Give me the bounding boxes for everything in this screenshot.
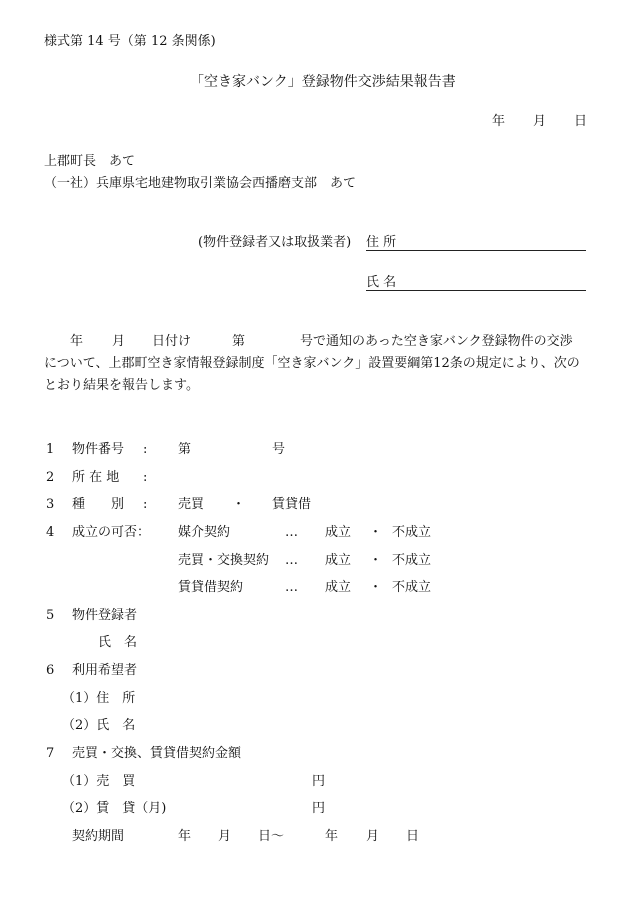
outcome-failure[interactable]: 不成立 (392, 580, 432, 595)
lease-amount-label: （2）賃 貸（月) (62, 801, 167, 816)
body-line3: とおり結果を報告します。 (44, 378, 199, 393)
ellipsis: … (285, 580, 298, 595)
contract-period-label: 契約期間 (72, 829, 125, 844)
ellipsis: … (285, 525, 298, 540)
item-colon: : (143, 442, 148, 457)
form-number: 様式第 14 号（第 12 条関係) (44, 34, 216, 49)
body-dai: 第 (232, 334, 246, 349)
document-title: 「空き家バンク」登録物件交渉結果報告書 (190, 74, 456, 90)
period-start-year: 年 (178, 829, 192, 844)
ellipsis: … (285, 553, 298, 568)
date-month: 月 (533, 114, 547, 129)
outcome-success[interactable]: 成立 (325, 580, 352, 595)
contract-type: 媒介契約 (178, 525, 231, 540)
item-label: 種 別 (72, 497, 125, 512)
item-number: 4 (46, 525, 55, 540)
item-number: 3 (46, 497, 55, 512)
period-start-month: 月 (218, 829, 232, 844)
period-end-year: 年 (325, 829, 339, 844)
user-name-label: （2）氏 名 (62, 718, 136, 733)
property-number-go: 号 (272, 442, 286, 457)
body-month: 月 (112, 334, 126, 349)
outcome-separator: ・ (369, 525, 383, 540)
item-colon: : (143, 497, 148, 512)
date-day: 日 (574, 114, 588, 129)
item-label: 物件番号 (72, 442, 125, 457)
addressee-mayor: 上郡町長 あて (44, 154, 136, 169)
outcome-success[interactable]: 成立 (325, 525, 352, 540)
reporter-name-line[interactable] (366, 290, 586, 291)
contract-type: 売買・交換契約 (178, 553, 270, 568)
outcome-separator: ・ (369, 553, 383, 568)
sale-amount-label: （1）売 買 (62, 774, 136, 789)
item-label: 所 在 地 (72, 470, 120, 485)
body-year: 年 (70, 334, 84, 349)
property-number-dai: 第 (178, 442, 192, 457)
outcome-separator: ・ (369, 580, 383, 595)
period-end-day: 日 (406, 829, 420, 844)
date-year: 年 (492, 114, 506, 129)
contract-type: 賃貸借契約 (178, 580, 244, 595)
item-label: 利用希望者 (72, 663, 138, 678)
outcome-failure[interactable]: 不成立 (392, 525, 432, 540)
body-line1-rest: 号で通知のあった空き家バンク登録物件の交渉 (300, 334, 573, 349)
reporter-role-label: (物件登録者又は取扱業者) (198, 235, 352, 250)
type-separator: ・ (232, 497, 246, 512)
item-colon: : (143, 470, 148, 485)
period-end-month: 月 (366, 829, 380, 844)
type-option-sale[interactable]: 売買 (178, 497, 205, 512)
period-start-day: 日〜 (258, 829, 285, 844)
sale-amount-unit: 円 (312, 774, 326, 789)
item-number: 6 (46, 663, 55, 678)
outcome-success[interactable]: 成立 (325, 553, 352, 568)
reporter-name-label: 氏 名 (366, 275, 397, 290)
reporter-address-label: 住 所 (366, 235, 397, 250)
outcome-failure[interactable]: 不成立 (392, 553, 432, 568)
item-number: 1 (46, 442, 55, 457)
registrant-name-label: 氏 名 (98, 635, 138, 650)
lease-amount-unit: 円 (312, 801, 326, 816)
item-number: 7 (46, 746, 55, 761)
type-option-lease[interactable]: 賃貸借 (272, 497, 312, 512)
body-date-suffix: 日付け (152, 334, 192, 349)
item-number: 2 (46, 470, 55, 485)
body-line2: について、上郡町空き家情報登録制度「空き家バンク」設置要綱第12条の規定により、次の (44, 356, 580, 371)
user-address-label: （1）住 所 (62, 691, 136, 706)
reporter-address-line[interactable] (366, 250, 586, 251)
item-number: 5 (46, 608, 55, 623)
item-label: 売買・交換、賃貸借契約金額 (72, 746, 242, 761)
item-label: 物件登録者 (72, 608, 138, 623)
addressee-association: （一社）兵庫県宅地建物取引業協会西播磨支部 あて (44, 176, 357, 191)
item-label: 成立の可否： (72, 525, 151, 540)
